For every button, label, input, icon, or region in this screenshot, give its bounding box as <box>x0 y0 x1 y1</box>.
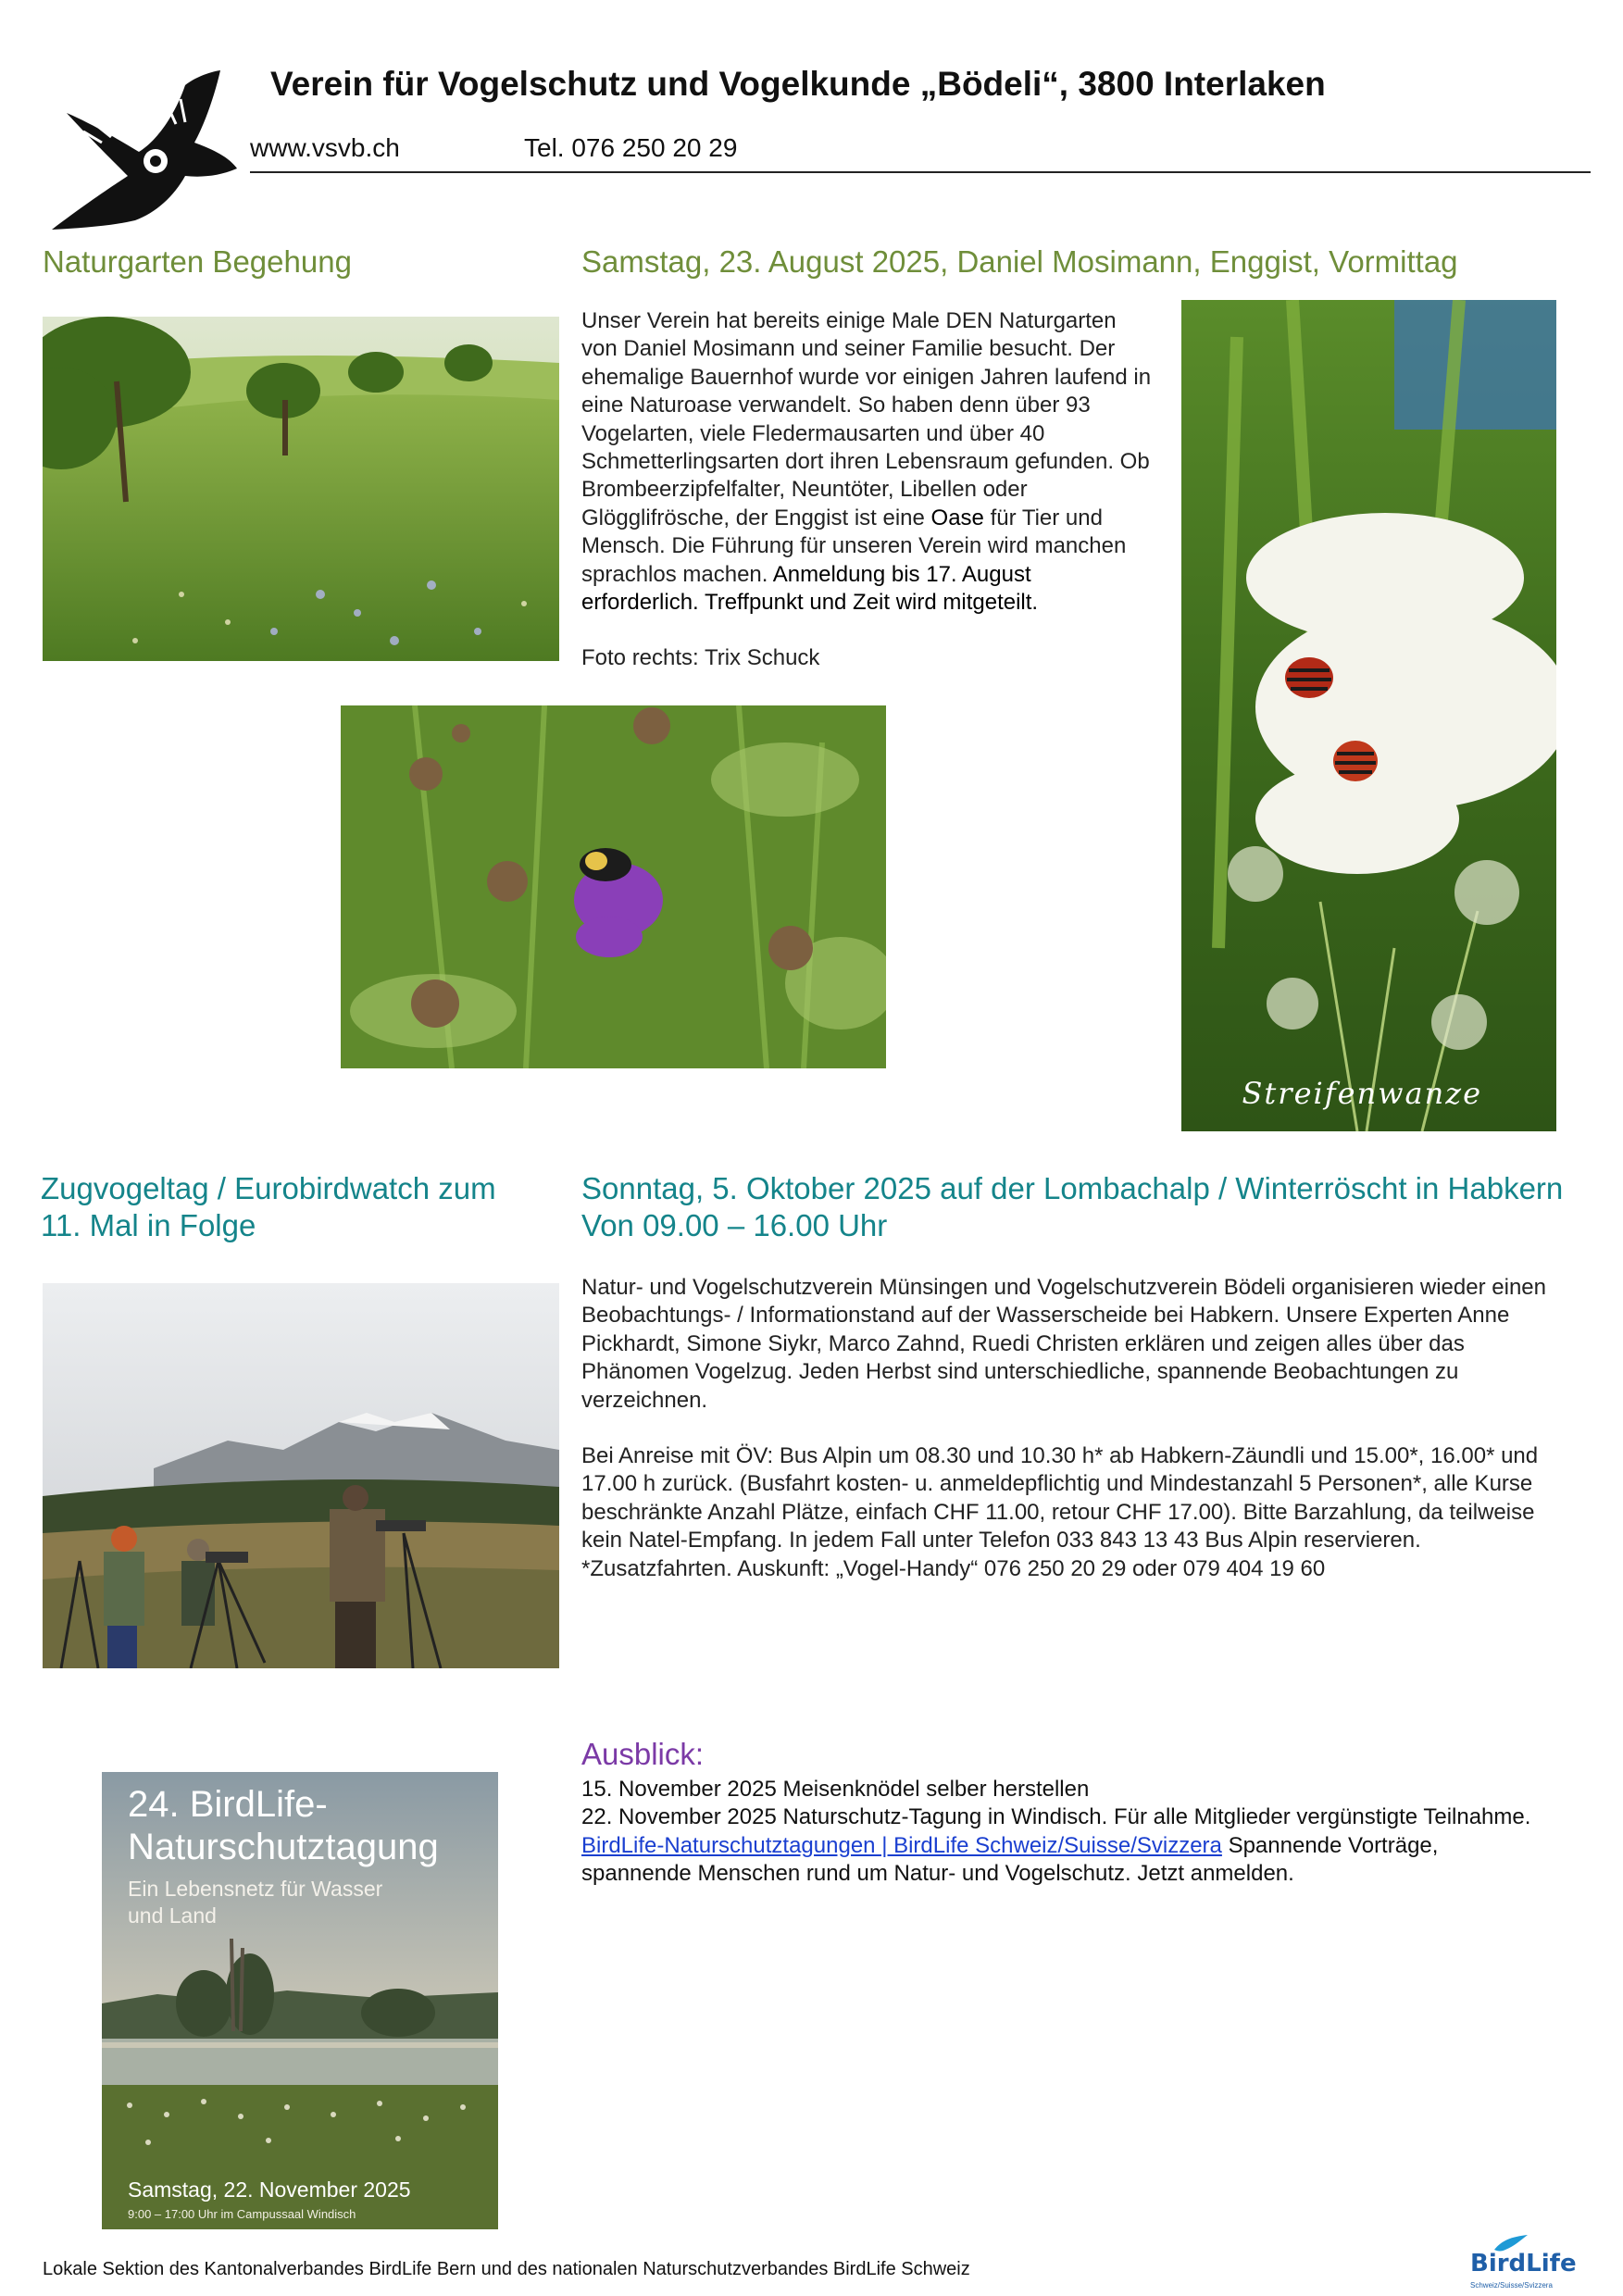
event2-line: beschränkte Anzahl Plätze, einfach CHF 11.00, retour CHF 17.00). Bitte Barzahlung, da teilweise <box>581 1499 1535 1525</box>
oase-highlight: Oase <box>930 505 984 530</box>
outlook-text: Spannende Vorträge, <box>1221 1832 1439 1858</box>
event2-line: Beobachtungs- / Informationstand auf der Wasserscheide bei Habkern. Unsere Experten Anne <box>581 1303 1510 1329</box>
header-divider <box>250 171 1591 173</box>
birdlife-conference-link[interactable]: BirdLife-Naturschutztagungen | BirdLife Schweiz/Suisse/Svizzera <box>581 1832 1222 1858</box>
event2-title-line: 11. Mal in Folge <box>41 1208 256 1242</box>
event1-line: Glögglifrösche, der Enggist ist eine Oase für Tier und <box>581 505 1103 530</box>
website-url[interactable]: www.vsvb.ch <box>250 133 400 162</box>
photo-credit: Foto rechts: Trix Schuck <box>581 645 820 671</box>
event2-line: Pickhardt, Simone Siykr, Marco Zahnd, Ruedi Christen erklären und zeigen alles über das <box>581 1330 1465 1356</box>
event1-line: Unser Verein hat bereits einige Male DEN Naturgarten <box>581 308 1117 333</box>
association-title: Verein für Vogelschutz und Vogelkunde „Bödeli“, 3800 Interlaken <box>270 65 1326 103</box>
event1-line: eine Naturoase verwandelt. So haben denn über 93 <box>581 393 1091 418</box>
poster-subtitle <box>128 1876 382 1929</box>
meadow-photo <box>43 317 559 661</box>
shield-bug-photo <box>1181 300 1556 1131</box>
birdwatching-photo <box>43 1283 559 1668</box>
poster-title-line: Naturschutztagung <box>128 1827 439 1867</box>
outlook-item: spannende Menschen rund um Natur- und Vogelschutz. Jetzt anmelden. <box>581 1861 1294 1887</box>
outlook-list <box>581 1776 1591 1889</box>
event1-line: Brombeerzipfelfalter, Neuntöter, Libellen oder <box>581 477 1028 503</box>
poster-subtitle-line: Ein Lebensnetz für Wasser <box>128 1877 383 1901</box>
bumblebee-flower-photo <box>341 705 886 1068</box>
footer-note: Lokale Sektion des Kantonalverbandes BirdLife Bern und des nationalen Naturschutzverbandes BirdLife Schweiz <box>43 2259 970 2279</box>
photo-caption: Streifenwanze <box>1242 1076 1482 1111</box>
event2-line: Bei Anreise mit ÖV: Bus Alpin um 08.30 und 10.30 h* ab Habkern-Zäundli und 15.00*, 16.00* und <box>581 1443 1539 1469</box>
association-bird-logo <box>46 67 241 233</box>
event2-date <box>581 1170 1563 1244</box>
event2-title-line: Zugvogeltag / Eurobirdwatch zum <box>41 1171 496 1205</box>
outlook-item: 15. November 2025 Meisenknödel selber herstellen <box>581 1777 1090 1802</box>
poster-title <box>128 1783 439 1868</box>
event2-title <box>41 1170 559 1244</box>
outlook-item: 22. November 2025 Naturschutz-Tagung in Windisch. Für alle Mitglieder vergünstigte Teilnahme. <box>581 1804 1531 1830</box>
poster-title-line: 24. BirdLife- <box>128 1784 328 1825</box>
registration-deadline: Anmeldung bis 17. August <box>772 561 1031 587</box>
outlook-item <box>581 1832 1591 1860</box>
event1-meeting-info: erforderlich. Treffpunkt und Zeit wird mitgeteilt. <box>581 590 1039 616</box>
event2-line: kein Natel-Empfang. In jedem Fall unter Telefon 033 843 13 43 Bus Alpin reservieren. <box>581 1528 1421 1554</box>
birdlife-logo <box>1467 2233 1577 2292</box>
outlook-title: Ausblick: <box>581 1737 705 1771</box>
event2-line: *Zusatzfahrten. Auskunft: „Vogel-Handy“ 076 250 20 29 oder 079 404 19 60 <box>581 1555 1326 1581</box>
poster-subtitle-line: und Land <box>128 1903 217 1928</box>
birdlife-tagline: Schweiz/Suisse/Svizzera <box>1470 2281 1553 2290</box>
event2-line: Natur- und Vogelschutzverein Münsingen und Vogelschutzverein Bödeli organisieren wieder einen <box>581 1275 1546 1300</box>
event1-line: von Daniel Mosimann und seiner Familie besucht. Der <box>581 336 1116 362</box>
event1-description <box>581 307 1174 673</box>
event2-time-line: Von 09.00 – 16.00 Uhr <box>581 1208 888 1242</box>
conference-poster <box>102 1772 498 2229</box>
poster-date: Samstag, 22. November 2025 <box>128 2177 411 2202</box>
event2-line: 17.00 h zurück. (Busfahrt kosten- u. anmeldepflichtig und Mindestanzahl 5 Personen*, alle Kurse <box>581 1471 1533 1497</box>
event2-date-line: Sonntag, 5. Oktober 2025 auf der Lombachalp / Winterröscht in Habkern <box>581 1171 1564 1205</box>
event2-line: Phänomen Vogelzug. Jeden Herbst sind unterschiedliche, spannende Beobachtungen zu <box>581 1359 1459 1385</box>
event2-description <box>581 1274 1581 1583</box>
event2-line: verzeichnen. <box>581 1387 708 1413</box>
event1-line: Vogelarten, viele Fledermausarten und über 40 <box>581 420 1045 446</box>
event1-line: Mensch. Die Führung für unseren Verein wird manchen <box>581 533 1127 559</box>
phone-number: Tel. 076 250 20 29 <box>524 133 738 162</box>
event1-line: sprachlos machen. Anmeldung bis 17. August <box>581 561 1031 587</box>
event1-title: Naturgarten Begehung <box>43 244 352 279</box>
event1-line: Schmetterlingsarten dort ihren Lebensraum gefunden. Ob <box>581 449 1150 475</box>
birdlife-wordmark: BirdLife <box>1470 2250 1577 2277</box>
event1-date-line: Samstag, 23. August 2025, Daniel Mosimann, Enggist, Vormittag <box>581 244 1458 279</box>
event1-line: ehemalige Bauernhof wurde vor einigen Jahren laufend in <box>581 364 1152 390</box>
poster-time-place: 9:00 – 17:00 Uhr im Campussaal Windisch <box>128 2207 356 2221</box>
